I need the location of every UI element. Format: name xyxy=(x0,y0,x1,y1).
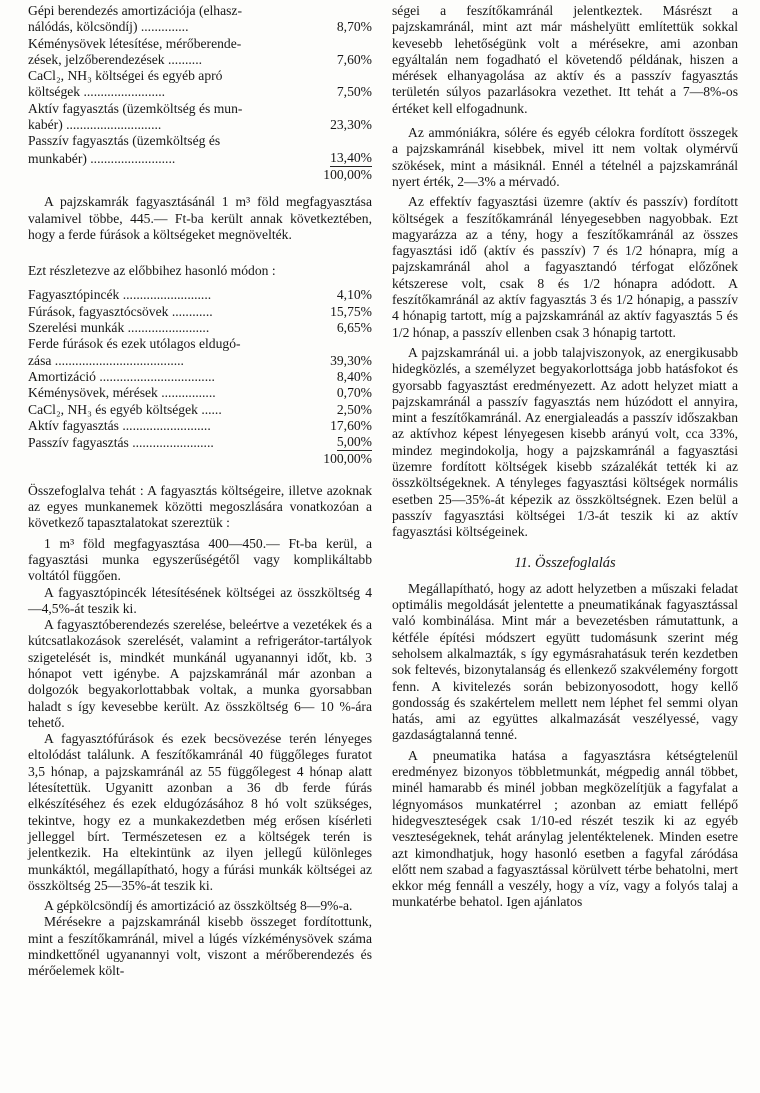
row-label: CaCl₂, NH₃ költségei és egyéb apró xyxy=(28,68,223,84)
paragraph: ségei a feszítőkamránál jelentkeztek. Másrészt a pajzskamránál, mint azt már máshelyütt említettük sokkal kevesebb lehetőségünk volt a mérésekre, ami azonban egyáltalán nem fogadható el követendő példának, hiszen a mérések elhanyagolása az aktív és a passzív fagyasztás területén súlyos pazarlásokra vezethet. Itt tehát a 7—8%-os értéket kell elfogadnunk. xyxy=(392,3,738,116)
table-row xyxy=(28,19,372,35)
row-label-cont: kabér) ............................ xyxy=(28,117,162,133)
paragraph: Ezt részletezve az előbbihez hasonló módon : xyxy=(28,263,276,279)
row-value: 15,75% xyxy=(330,303,372,319)
table-total: 100,00% xyxy=(323,166,372,182)
row-label: Passzív fagyasztás ........................ xyxy=(28,435,214,451)
row-value: 0,70% xyxy=(336,385,372,401)
row-label: Amortizáció .................................. xyxy=(28,368,215,384)
row-label: Aktív fagyasztás (üzemköltség és mun- xyxy=(28,100,243,116)
table-row xyxy=(28,52,372,68)
table-row xyxy=(28,36,372,52)
table-row xyxy=(28,68,372,84)
table-row xyxy=(28,287,372,303)
paragraph: A pajzskamrák fagyasztásánál 1 m³ föld megfagyasztása valamivel többe, 445.— Ft-ba került annak következtében, hogy a ferde fúrások a költségeket megnövelték. xyxy=(28,194,372,242)
right-column xyxy=(392,3,738,911)
table-row xyxy=(28,336,372,352)
paragraph: A gépkölcsöndíj és amortizáció az összköltség 8—9%-a. xyxy=(44,898,353,914)
table-row xyxy=(28,133,372,149)
table-row xyxy=(28,117,372,133)
row-value: 7,50% xyxy=(336,84,372,100)
row-label: Ferde fúrások és ezek utólagos eldugó- xyxy=(28,336,241,352)
row-label-cont: nálódás, kölcsöndíj) .............. xyxy=(28,19,189,35)
paragraph: A pneumatika hatása a fagyasztásra kétségtelenül eredményez bizonyos többletmunkát, mégpedig annál többet, minél hamarabb és minél jobban megközelítjük a fagyfalat a légnyomásos munkatérrel ; azonban az emiatt fellépő hidegveszteségek csak 1/10-ed részét teszik ki az egyéb veszteségeknek, tehát aránylag jelentéktelenek. Minden esetre azt kimondhatjuk, hogy hasonló esetben a fagyfal záródása előtt nem szabad a fagyasztással körülvett térbe behatolni, mert ekkor még fennáll a veszély, hogy a víz, vagy a folyós talaj a munkatérbe behatol. Igen ajánlatos xyxy=(392,747,738,910)
table-row xyxy=(28,150,372,167)
table-row xyxy=(28,434,372,451)
paragraph: Mérésekre a pajzskamránál kisebb összeget fordítottunk, mint a feszítőkamránál, mivel a lúgés vízkéménysövek száma mindkettőnél ugyanannyi volt, viszont a mérőberendezés és mérőelemek költ- xyxy=(28,914,372,979)
table-row xyxy=(28,353,372,369)
table-row xyxy=(28,385,372,401)
table-total-row xyxy=(28,167,372,183)
row-label: Kéménysövek létesítése, mérőberende- xyxy=(28,35,242,51)
paragraph: Az ammóniákra, sólére és egyéb célokra fordított összegek a pajzskamránál kisebbek, mivel itt nem voltak olymérvű szökések, mint a másiknál. Ennél a tételnél a pajzskamránál nyert érték, 2—3% a mérvadó. xyxy=(392,125,738,189)
row-value: 8,70% xyxy=(336,19,372,35)
row-label-cont: munkabér) ......................... xyxy=(28,150,176,166)
row-value: 4,10% xyxy=(336,287,372,303)
table-total: 100,00% xyxy=(323,451,372,467)
row-label-cont: költségek ........................ xyxy=(28,84,166,100)
paragraph: A fagyasztófúrások és ezek becsövezése terén lényeges eltolódást találunk. A feszítőkamránál 40 függőleges furatot 3,5 hónap, a pajzskamránál az 55 függőlegest 4 hónap alatt létesítettük. Ugyanitt azonban a 36 db ferde fúrás elkészítéséhez és ezek eldugózásához 8 hó volt szükséges, tekintve, hogy ez a munkakezdetben még erősen kísérleti jelleggel bírt. Természetesen ez a költségek terén is jelentkezik. Ha eltekintünk az ilyen jellegű különleges munkáktól, megállapítható, hogy a fúrási munkák költségei az összköltség 25—35%-át teszik ki. xyxy=(28,731,372,893)
row-value: 2,50% xyxy=(336,401,372,417)
table-row xyxy=(28,101,372,117)
row-label: Passzív fagyasztás (üzemköltség és xyxy=(28,133,221,149)
table-row xyxy=(28,369,372,385)
table-row xyxy=(28,418,372,434)
left-column xyxy=(28,3,372,980)
paragraph: A fagyasztópincék létesítésének költségei az összköltség 4—4,5%-át teszik ki. xyxy=(28,584,372,616)
row-label: Kéménysövek, mérések ................ xyxy=(28,385,216,401)
row-value: 5,00% xyxy=(337,434,372,451)
row-label: Fúrások, fagyasztócsövek ............ xyxy=(28,303,213,319)
table-row xyxy=(28,320,372,336)
row-label-cont: zása ...................................... xyxy=(28,352,184,368)
paragraph: Megállapítható, hogy az adott helyzetben a műszaki feladat optimális megoldását jelentette a pneumatikának fagyasztással való kombinálása. Mint már a bevezetésben rámutattunk, a kétféle építési módszert együtt tudomásunk szerint még seholsem alkalmazták, s így egymásrahatásuk terén kezdetben sok feltevés, bizonytalanság és ellenkező szakvélemény forgott fenn. A kivitelezés során bebizonyosodott, hogy kellő gondosság és szakértelem mellett nem léphet fel semmi olyan hatás, ami az együttes alkalmazását veszélyessé, vagy gazdaságtalanná tenné. xyxy=(392,580,738,743)
table-total-row xyxy=(28,451,372,467)
row-value: 39,30% xyxy=(330,352,372,368)
row-value: 6,65% xyxy=(336,320,372,336)
paragraph: A fagyasztóberendezés szerelése, beleértve a vezetékek és a kútcsatlakozások szerelését, valamint a refrigerátor-tartályok szigetelését is, mindkét munkánál ugyanannyi időt, kb. 3 hónapot vett igénybe. A pajzskamránál már azonban a dolgozók begyakorlottabbak voltak, a munka gyorsabban haladt s így kevesebbe került. Az összköltség 6— 10 %-ára tehető. xyxy=(28,617,372,730)
table-row xyxy=(28,3,372,19)
cost-table-2 xyxy=(28,287,372,467)
paragraph: Összefoglalva tehát : A fagyasztás költségeire, illetve azoknak az egyes munkanemek közötti megoszlására vonatkozóan a következő tapasztalatokat szereztük : xyxy=(28,482,372,531)
row-label: Szerelési munkák ........................ xyxy=(28,320,210,336)
row-label: Gépi berendezés amortizációja (elhasz- xyxy=(28,3,242,18)
paragraph: 1 m³ föld megfagyasztása 400—450.— Ft-ba kerül, a fagyasztási munka egyszerűségétől vagy komplikáltabb voltától függően. xyxy=(28,535,372,584)
row-value: 23,30% xyxy=(330,117,372,133)
row-value: 8,40% xyxy=(336,368,372,384)
section-heading: 11. Összefoglalás xyxy=(514,554,616,571)
row-label: Fagyasztópincék .......................... xyxy=(28,287,212,303)
row-value: 7,60% xyxy=(336,51,372,67)
cost-table-1 xyxy=(28,3,372,183)
row-value: 17,60% xyxy=(330,417,372,433)
row-label: Aktív fagyasztás .......................... xyxy=(28,417,211,433)
table-row xyxy=(28,402,372,418)
row-value: 13,40% xyxy=(330,150,372,167)
table-row xyxy=(28,84,372,100)
table-row xyxy=(28,304,372,320)
row-label: CaCl₂, NH₃ és egyéb költségek ...... xyxy=(28,401,222,417)
paragraph: A pajzskamránál ui. a jobb talajviszonyok, az energikusabb hidegközlés, a személyzet begyakorlottsága jobb hatásfokot és gyorsabb fagyasztást eredményezett. Az adott helyzet miatt a pajzskamránál a passzív fagyasztás nem húzódott el annyira, mint a feszítőkamránál. Az energialeadás a passzív időszakban az aktívhoz képest lényegesen kisebb arányú volt, cca 33%, mindez megindokolja, hogy a pajzskamránál a fagyasztási üzemre fordított költségek kisebb százalékát tették ki az összköltségeknek. A tényleges fagyasztási költségek normális esetben 25—35%-át képezik az összköltségnek. Ezen belül a passzív fagyasztási költségei 1/3-át teszik ki az aktív fagyasztási költségeinek. xyxy=(392,344,738,540)
paragraph: Az effektív fagyasztási üzemre (aktív és passzív) fordított költségek a feszítőkamránál lényegesebben nagyobbak. Ezt magyarázza az a tény, hogy a feszítőkamránál az összes fagyasztási idő (aktív és passzív) 7 és 1/2 hónapra, míg a pajzskamránál ahol a fagyasztandó térfogat előzőnek kétszerese volt, csak 8 és 1/2 hónapra adódott. A feszítőkamránál az aktív fagyasztás 3 és 1/2 hónapig, a passzív 4 hónapig tartott, míg a pajzskamránál az aktív fagyasztás 5 és 1/2 hónap, a passzív ellenben csak 3 hónapig tartott. xyxy=(392,194,738,340)
row-label-cont: zések, jelzőberendezések .......... xyxy=(28,51,202,67)
